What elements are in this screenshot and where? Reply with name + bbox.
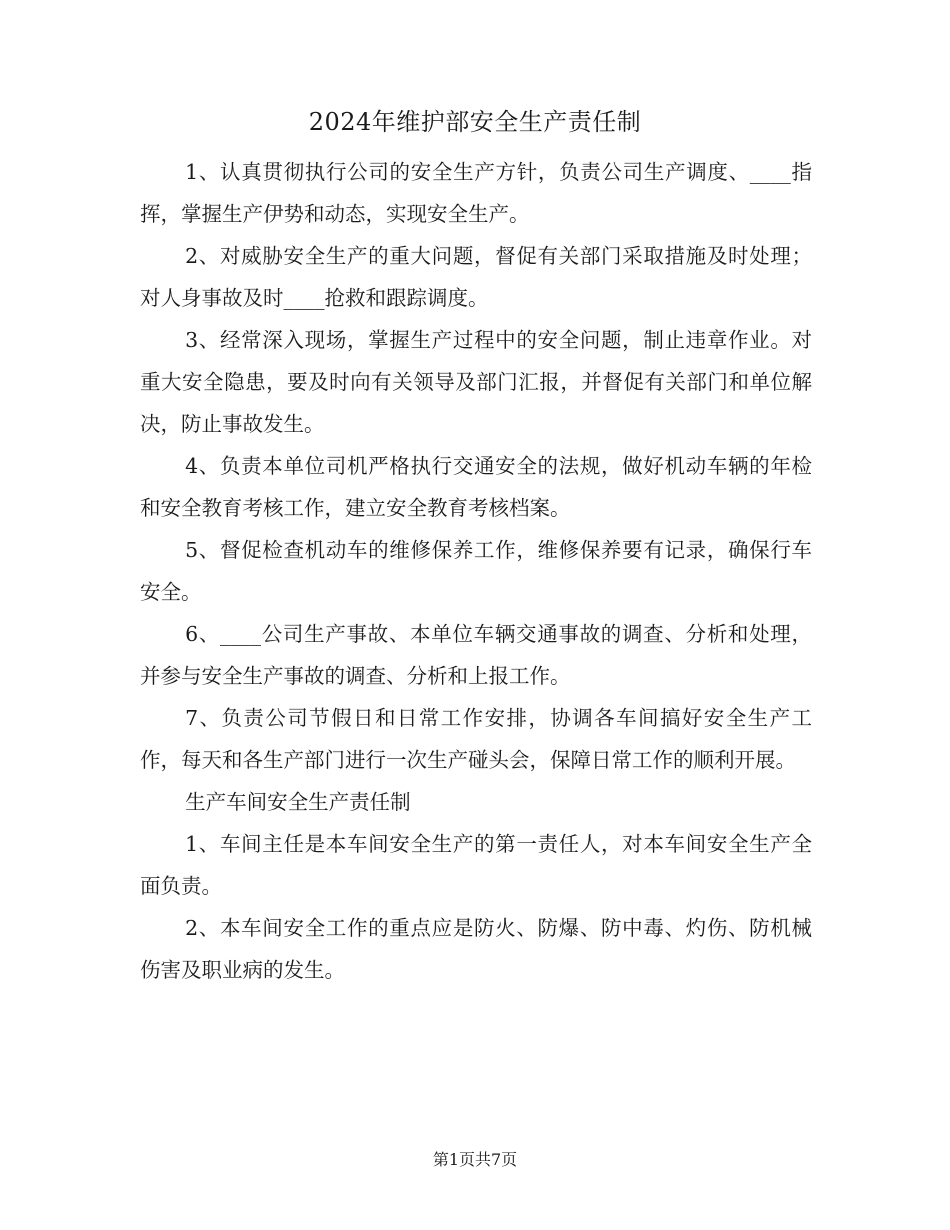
paragraph-2: 2、对威胁安全生产的重大问题，督促有关部门采取措施及时处理；对人身事故及时____抢救和跟踪调度。 [140,244,812,310]
paragraph-5: 5、督促检查机动车的维修保养工作，维修保养要有记录，确保行车安全。 [140,538,812,604]
paragraph-section-2: 2、本车间安全工作的重点应是防火、防爆、防中毒、灼伤、防机械伤害及职业病的发生。 [140,916,812,982]
paragraph-6: 6、____公司生产事故、本单位车辆交通事故的调查、分析和处理，并参与安全生产事故的调查、分析和上报工作。 [140,622,812,688]
section-heading: 生产车间安全生产责任制 [185,790,411,814]
document-body [140,151,812,991]
paragraph-1: 1、认真贯彻执行公司的安全生产方针，负责公司生产调度、____指挥，掌握生产伊势和动态，实现安全生产。 [140,160,812,226]
paragraph-3: 3、经常深入现场，掌握生产过程中的安全问题，制止违章作业。对重大安全隐患，要及时向有关领导及部门汇报，并督促有关部门和单位解决，防止事故发生。 [140,328,812,436]
paragraph-4: 4、负责本单位司机严格执行交通安全的法规，做好机动车辆的年检和安全教育考核工作，建立安全教育考核档案。 [140,454,812,520]
document-title: 2024年维护部安全生产责任制 [308,108,642,136]
paragraph-7: 7、负责公司节假日和日常工作安排，协调各车间搞好安全生产工作，每天和各生产部门进行一次生产碰头会，保障日常工作的顺利开展。 [140,706,812,772]
page-number-footer: 第1页共7页 [432,1150,518,1169]
paragraph-section-1: 1、车间主任是本车间安全生产的第一责任人，对本车间安全生产全面负责。 [140,832,812,898]
